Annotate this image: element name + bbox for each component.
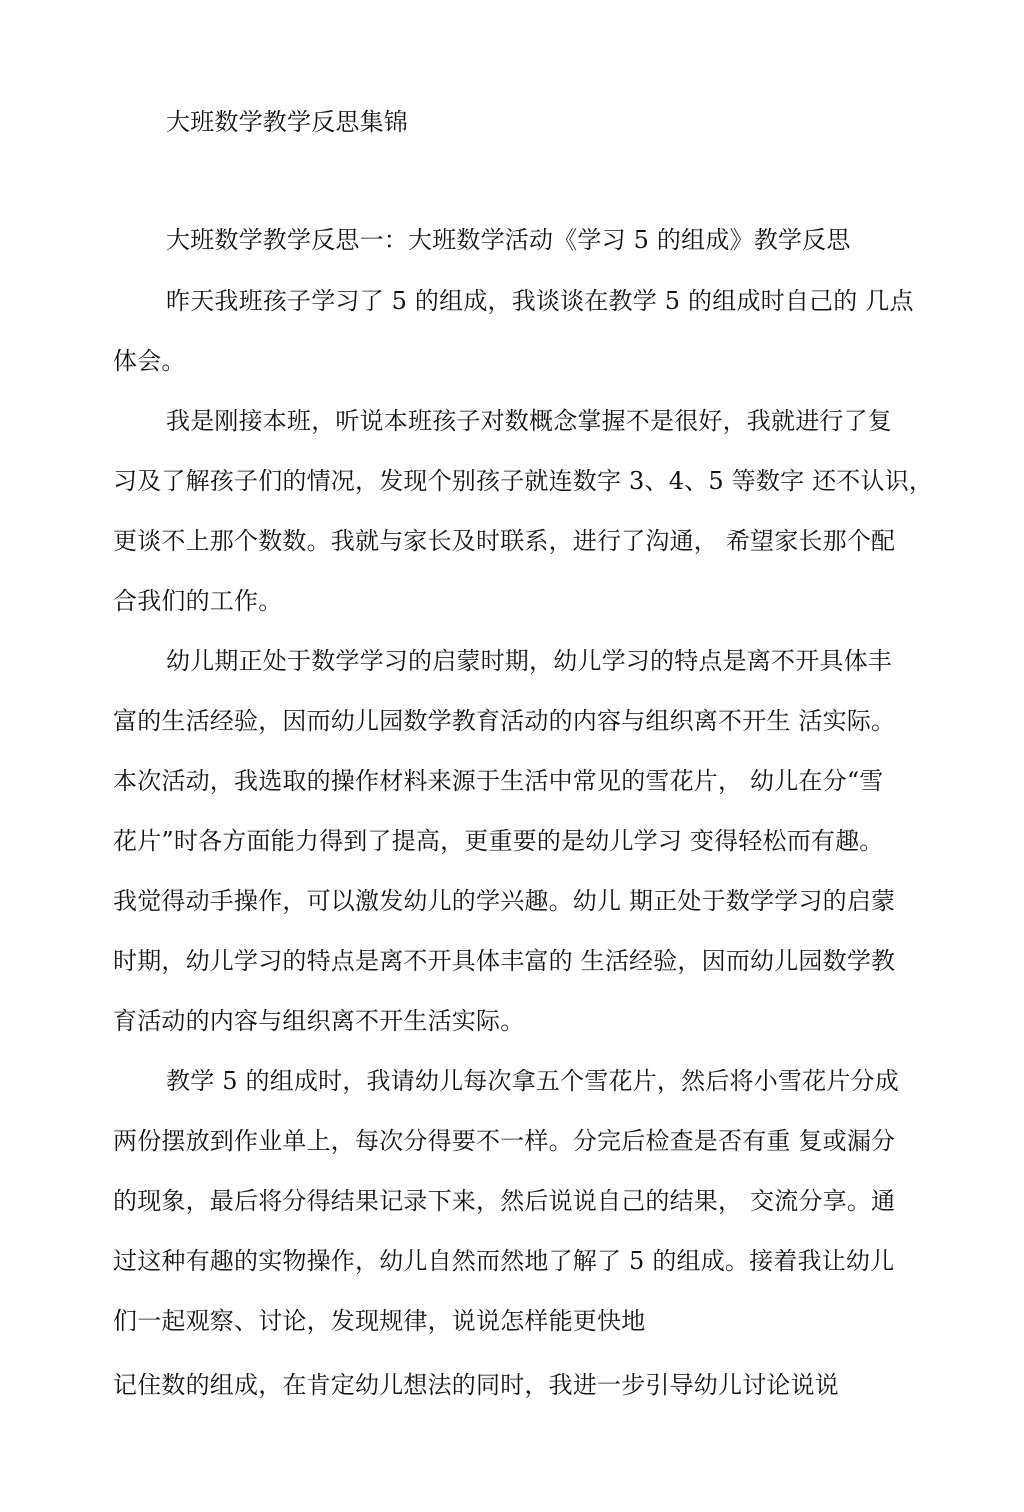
paragraph-line: 花片”时各方面能力得到了提高，更重要的是幼儿学习 变得轻松而有趣。 — [113, 827, 884, 855]
section-heading: 大班数学教学反思一：大班数学活动《学习 5 的组成》教学反思 — [166, 226, 851, 254]
paragraph-line: 教学 5 的组成时，我请幼儿每次拿五个雪花片，然后将小雪花片分成 — [166, 1067, 899, 1095]
paragraph-line: 更谈不上那个数数。我就与家长及时联系，进行了沟通， 希望家长那个配 — [113, 527, 896, 555]
paragraph-line: 幼儿期正处于数学学习的启蒙时期，幼儿学习的特点是离不开具体丰 — [166, 647, 892, 675]
paragraph-line: 过这种有趣的实物操作，幼儿自然而然地了解了 5 的组成。接着我让幼儿 — [113, 1247, 895, 1275]
paragraph-line: 体会。 — [113, 347, 186, 375]
paragraph-line: 我觉得动手操作，可以激发幼儿的学兴趣。幼儿 期正处于数学学习的启蒙 — [113, 887, 896, 915]
paragraph-line: 昨天我班孩子学习了 5 的组成，我谈谈在教学 5 的组成时自己的 几点 — [166, 287, 914, 315]
paragraph-line: 我是刚接本班，听说本班孩子对数概念掌握不是很好，我就进行了复 — [166, 407, 892, 435]
paragraph-line: 习及了解孩子们的情况，发现个别孩子就连数字 3、4、5 等数字 还不认识， — [113, 467, 934, 495]
paragraph-line: 的现象，最后将分得结果记录下来，然后说说自己的结果， 交流分享。通 — [113, 1187, 896, 1215]
paragraph-line: 富的生活经验，因而幼儿园数学教育活动的内容与组织离不开生 活实际。 — [113, 707, 896, 735]
paragraph-line: 本次活动，我选取的操作材料来源于生活中常见的雪花片， 幼儿在分“雪 — [113, 767, 884, 795]
paragraph-line: 育活动的内容与组织离不开生活实际。 — [113, 1007, 525, 1035]
paragraph-line: 时期，幼儿学习的特点是离不开具体丰富的 生活经验，因而幼儿园数学教 — [113, 947, 896, 975]
paragraph-line: 们一起观察、讨论，发现规律，说说怎样能更快地 — [113, 1307, 646, 1335]
paragraph-line: 合我们的工作。 — [113, 587, 283, 615]
document-title: 大班数学教学反思集锦 — [166, 108, 408, 136]
paragraph-line: 两份摆放到作业单上，每次分得要不一样。分完后检查是否有重 复或漏分 — [113, 1127, 896, 1155]
paragraph-line: 记住数的组成，在肯定幼儿想法的同时，我进一步引导幼儿讨论说说 — [113, 1371, 839, 1399]
